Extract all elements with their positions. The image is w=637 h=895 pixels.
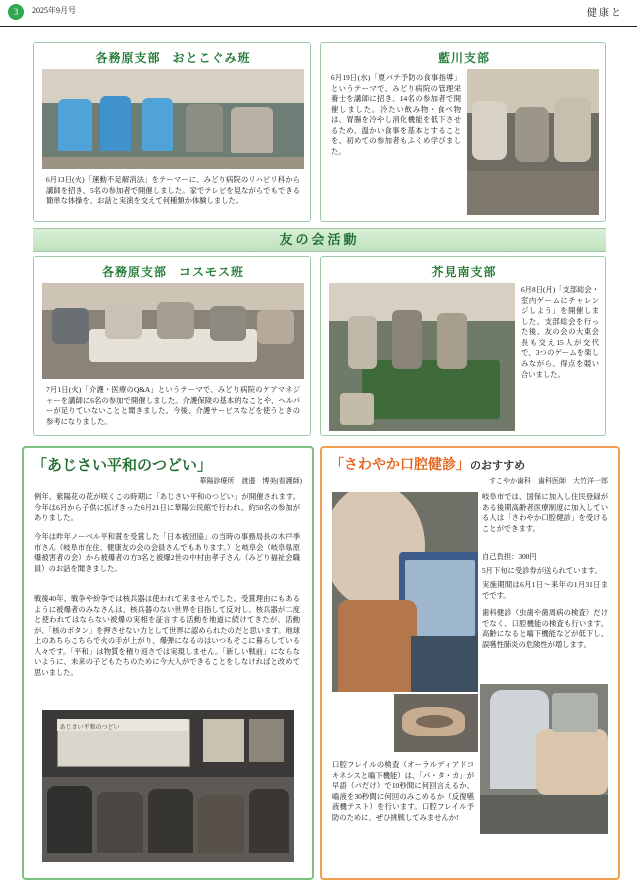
- mid-right-title-main: 芥見南支部: [431, 265, 497, 279]
- mid-left-title-main: 各務原支部: [101, 265, 167, 279]
- top-left-title-main: 各務原支部: [95, 51, 161, 65]
- mid-left-title: [34, 263, 312, 280]
- banner-label: 友の会活動: [279, 232, 360, 247]
- photo-nutrition-lecture: [467, 69, 599, 215]
- right-article-byline: すこやか歯科 歯科医師 大竹洋一郎: [489, 477, 608, 485]
- article-card-kakamigahara-cosmos: [33, 256, 311, 436]
- photo-exercise-session: [42, 69, 304, 169]
- photo-care-qa-meeting: [42, 283, 304, 379]
- top-left-body: 6月13日(火)「運動不足解消法」をテーマーに、みどり病院のリハビリ科から講師を招き、5名の参加者で開催しました。家でテレビを見ながらでもできる簡単な体操を、お話と実演を交えて何種類か体験しました。: [46, 175, 300, 206]
- section-banner-tomonokai: [33, 228, 606, 252]
- top-right-title-main: 藍川支部: [437, 51, 490, 65]
- left-article-paragraph-2: 今年は昨年ノーベル平和賞を受賞した「日本被団協」の当時の事務局長の木戸季市さん（岐阜市在住、健康友の会の会員さんでもあります。）と岐阜会（岐阜県原爆被害者の会）から被爆者の方3名と被爆2世の中村由孝子さん（みどり福祉会職員）のお話を聞きました。: [34, 532, 300, 573]
- mid-left-body: 7月1日(火)「介護・医療のQ&A」というテーマで、みどり病院のケアマネジャーを講師に6名の参加で開催しました。介護保険の基本的なことや、ヘルパーが足りていないことと聞きました。今後、介護サービスなどを使うときの参考になりました。: [46, 385, 300, 426]
- mid-right-body: 6月8日(月)「支部総会・室内ゲームにチャレンジしよう」を開催しました。支部総会を行った後、友の会の大東会長も交え15人が交代で、3つのゲームを楽しみながら、得点を競い合いました。: [521, 285, 599, 379]
- photo-indoor-games: [329, 283, 515, 431]
- photo-dental-exam-2: [480, 684, 608, 834]
- right-article-title-sub: のおすすめ: [470, 460, 526, 472]
- mid-left-title-sub: コスモス班: [179, 265, 245, 279]
- right-article-title: [330, 454, 525, 474]
- left-article-paragraph-1: 例年、紫陽花の花が咲くこの時期に「あじさい平和のつどい」が開催されます。今年は6月から子供に拡げきった6月21日に華陽公民館で行われ、約50名の参加がありました。: [34, 492, 300, 523]
- photo-oral-device: [394, 694, 478, 752]
- photo-peace-gathering-hall: [42, 710, 294, 862]
- article-card-aikawa: [320, 42, 606, 222]
- top-right-title: [321, 49, 607, 66]
- page-number: 3: [8, 4, 24, 20]
- mid-right-title: [321, 263, 607, 280]
- photo-overlay-caption: あじさい平和のつどい: [59, 725, 120, 732]
- article-sawayaka-oral-health: [320, 446, 620, 880]
- right-article-paragraph-1: 岐阜市では、国保に加入し住民登録がある後期高齢者医療制度に加入している人は「さわやか口腔健診」を受けることができます。: [482, 492, 608, 533]
- right-article-title-main: 「さわやか口腔健診」: [330, 458, 470, 473]
- article-card-akutamiminami: [320, 256, 606, 436]
- top-left-title: [34, 49, 312, 66]
- left-article-paragraph-3: 戦後40年、戦争や紛争では核兵器は使われて来ませんでした。受賞理由にもあるように被爆者のみなさんは、核兵器のない世界を目指して反対し、核兵器が二度と使われてはならない被爆の実相を証言する活動を地道に続けてきたが、活動が、「核のボタン」を押させない力として世界に認められたのだと思います。地球上のあちらこちらで火の手が上がり、爆弾になるのはいつもそこに暮らしている人々です。「平和」は物質を積り返さでは実現しません。「新しい戦前」にならないように、未来の子どもたちのために今大人ができることをしなければと改めて思いました。: [34, 594, 300, 678]
- left-article-title: 「あじさい平和のつどい」: [32, 458, 213, 474]
- issue-date: 2025年9月号: [32, 6, 76, 15]
- article-card-kakamigahara-otokogumi: [33, 42, 311, 222]
- right-article-paragraph-3: 5月下旬に受診券が送られています。: [482, 566, 602, 575]
- right-article-paragraph-5: 歯科健診（虫歯や歯周病の検査）だけでなく、口腔機能の検査も行います。高齢になると嚙下機能などが低下し、誤嚥性肺炎の危険性が増します。: [482, 608, 608, 649]
- photo-dental-exam-1: [332, 492, 478, 692]
- right-article-paragraph-2: 自己負担：300円: [482, 552, 537, 561]
- left-article-byline: 華陽診療所 渡邉 博美(看護師): [199, 477, 302, 485]
- publication-title: 健康と: [587, 8, 623, 19]
- right-article-photo-caption: 口腔フレイルの検査（オーラルディアドコキネシスと嚙下機能）は、「パ・タ・カ」が早語（パだけ）で10秒間に何回言えるか、嚙液を30秒間に何回のみこめるか（反復嚥液機テスト）を行います。口腔フレイル予防のために、ぜひ挑戦してみませんか!: [332, 760, 474, 822]
- article-ajisai-peace-gathering: [22, 446, 314, 880]
- page-header: [0, 0, 637, 27]
- top-right-body: 6月19日(水)「夏バテ予防の食事指導」というテーマで、みどり病院の管理栄養士を講師に招き、14名の参加者で開催しました。冷たい飲み物・食べ物は、胃腸を冷やし消化機能を低下させるため、温かい食事を基本とすることを、初めての参加者もふくめ学びました。: [331, 73, 461, 157]
- right-article-paragraph-4: 実施期間は6月1日～来年の1月31日までです。: [482, 580, 608, 600]
- top-left-title-sub: おとこぐみ班: [172, 51, 251, 65]
